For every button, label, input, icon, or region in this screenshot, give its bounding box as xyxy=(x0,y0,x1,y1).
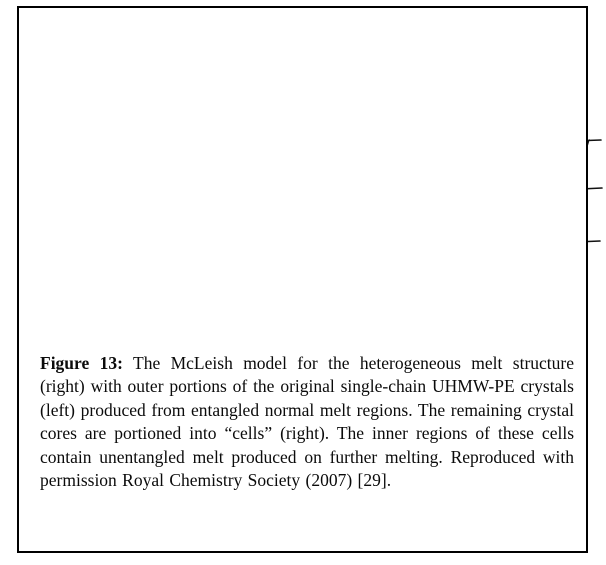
figure-caption-text: The McLeish model for the heterogeneous melt structure (right) with outer portions of the original single-chain UHMW-PE crystals (left) produced from entangled normal melt regions. The remaining crystal cores are portioned into “cells” (right). The inner regions of these cells contain unentangled melt produced on further melting. Reproduced with permission Royal Chemistry Society (2007) [29]. xyxy=(40,353,574,491)
figure-caption-label: Figure 13: xyxy=(40,353,123,373)
figure-caption xyxy=(40,352,574,492)
